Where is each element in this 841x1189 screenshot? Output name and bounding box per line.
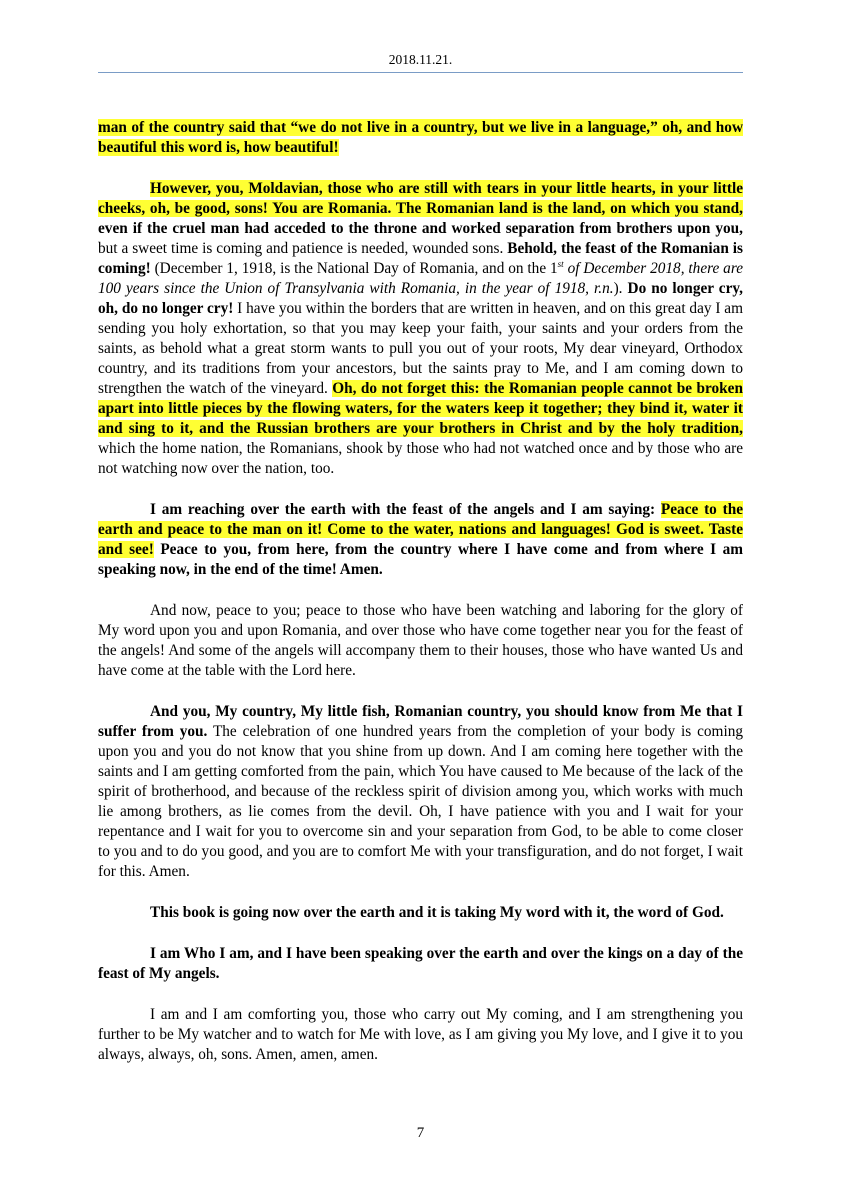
paragraph-1 [98, 118, 743, 158]
plain-text: (December 1, 1918, is the National Day of Romania, and on the 1 [150, 260, 558, 277]
plain-text: but a sweet time is coming and patience is needed, wounded sons. [98, 240, 508, 257]
bold-text: Do no longer cry, oh, do no longer cry! [98, 280, 743, 317]
paragraph-2 [98, 179, 743, 479]
highlighted-bold-text: man of the country said that “we do not live in a country, but we live in a language,” oh, and how beautiful this word is, how beautiful! [98, 119, 743, 156]
highlighted-bold-text: Peace to the earth and peace to the man on it! Come to the water, nations and languages! God is sweet. Taste and see! [98, 501, 743, 558]
plain-text: I have you within the borders that are written in heaven, and on this great day I am sending you holy exhortation, so that you may keep your faith, your saints and your orders from the saints, as behold what a great storm wants to pull you out of your roots, My dear vineyard, Orthodox country, and its traditions from your ancestors, but the saints pray to Me, and I am coming down to strengthen the watch of the vineyard. [98, 300, 743, 397]
bold-text: Peace to you, from here, from the country where I have come and from where I am speaking now, in the end of the time! Amen. [98, 541, 743, 578]
bold-text: I am Who I am, and I have been speaking over the earth and over the kings on a day of the feast of My angels. [98, 945, 743, 982]
paragraph-5 [98, 702, 743, 882]
plain-text: I am and I am comforting you, those who carry out My coming, and I am strengthening you further to be My watcher and to watch for Me with love, as I am giving you My love, and I give it to you always, always, oh, sons. Amen, amen, amen. [98, 1006, 743, 1063]
bold-text: And you, My country, My little fish, Romanian country, you should know from Me that I suffer from you. [98, 703, 743, 740]
document-body [98, 118, 743, 1086]
plain-text: The celebration of one hundred years from the completion of your body is coming upon you and you do not know that you shine from up down. And I am coming here together with the saints and I am getting comforted from the pain, which You have caused to Me because of the lack of the spirit of brotherhood, and because of the reckless spirit of division among you, which works with much lie among brothers, as lie comes from the devil. Oh, I have patience with you and I wait for your repentance and I wait for you to overcome sin and your separation from God, to be able to come closer to you and to do you good, and you are to comfort Me with your transfiguration, and do not forget, I wait for this. Amen. [98, 723, 743, 880]
bold-text: I am reaching over the earth with the feast of the angels and I am saying: [150, 501, 661, 518]
bold-text: even if the cruel man had acceded to the throne and worked separation from brothers upon you, [98, 220, 743, 237]
plain-text: ). [613, 280, 628, 297]
plain-text: which the home nation, the Romanians, shook by those who had not watched once and by those who are not watching now over the nation, too. [98, 440, 743, 477]
paragraph-8 [98, 1005, 743, 1065]
highlighted-bold-text: Oh, do not forget this: the Romanian people cannot be broken apart into little pieces by the flowing waters, for the waters keep it together; they bind it, water it and sing to it, and the Russian brothers are your brothers in Christ and by the holy tradition, [98, 380, 743, 437]
page-number: 7 [416, 1125, 425, 1141]
page-header-date: 2018.11.21. [388, 52, 453, 67]
bold-text: This book is going now over the earth and it is taking My word with it, the word of God. [150, 904, 724, 921]
paragraph-4 [98, 601, 743, 681]
italic-note-text: of December 2018, there are 100 years since the Union of Transylvania with Romania, in the year of 1918, r.n. [98, 260, 743, 297]
header-rule [98, 72, 743, 73]
plain-text: And now, peace to you; peace to those who have been watching and laboring for the glory of My word upon you and upon Romania, and over those who have come together near you for the feast of the angels! And some of the angels will accompany them to their houses, those who have wanted Us and have come at the table with the Lord here. [98, 602, 743, 679]
paragraph-6 [98, 903, 743, 923]
highlighted-bold-text: However, you, Moldavian, those who are still with tears in your little hearts, in your little cheeks, oh, be good, sons! You are Romania. The Romanian land is the land, on which you stand, [98, 180, 743, 217]
bold-text: Behold, the feast of the Romanian is coming! [98, 240, 743, 277]
paragraph-7 [98, 944, 743, 984]
ordinal-superscript: st [557, 258, 564, 269]
paragraph-3 [98, 500, 743, 580]
